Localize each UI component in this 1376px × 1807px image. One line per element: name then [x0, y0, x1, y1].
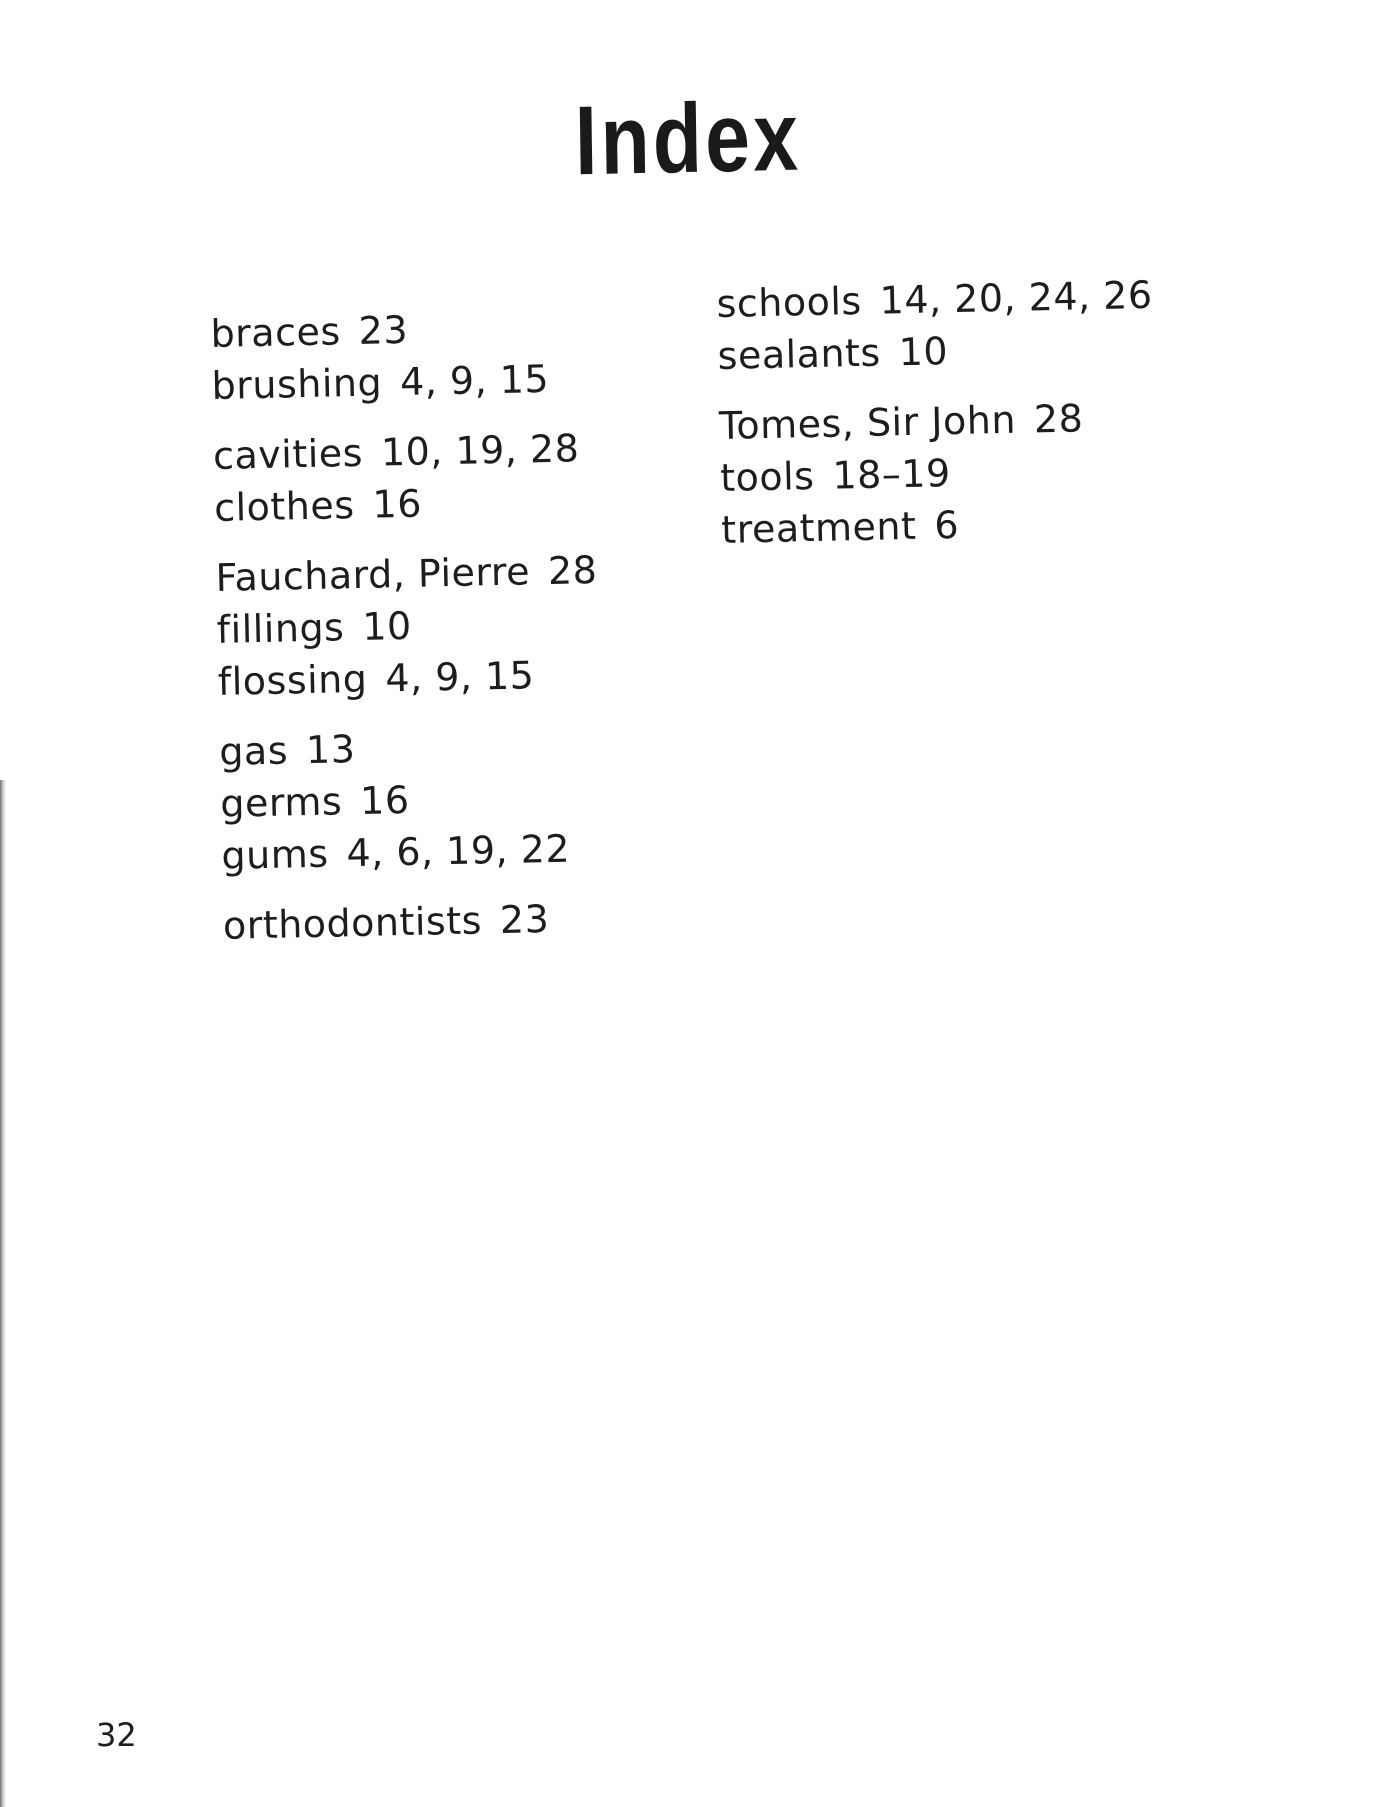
index-pages: 16: [359, 777, 410, 823]
index-entry: [721, 495, 1158, 556]
index-group-c: [213, 422, 597, 534]
index-group-g: [219, 718, 604, 882]
index-term: germs: [219, 779, 343, 826]
index-entry: [219, 718, 602, 778]
index-term: treatment: [720, 503, 917, 552]
index-pages: 6: [933, 502, 960, 548]
index-entry: [215, 544, 598, 604]
index-pages: 16: [372, 481, 423, 527]
index-term: braces: [210, 309, 342, 356]
index-group-s: [716, 269, 1154, 382]
index-term: schools: [716, 278, 863, 326]
index-entry: [220, 770, 603, 830]
page-edge-shadow: [0, 780, 6, 1807]
index-term: gums: [221, 831, 329, 878]
index-entry: [213, 422, 596, 482]
index-term: sealants: [717, 330, 882, 378]
index-group-o: [222, 892, 605, 952]
index-term: gas: [218, 728, 289, 774]
index-entry: [720, 443, 1157, 504]
index-column-left: [210, 300, 606, 970]
index-term: Fauchard, Pierre: [215, 549, 531, 600]
page-number: 32: [96, 1716, 137, 1754]
index-pages: 18–19: [831, 451, 952, 498]
index-entry: [717, 321, 1154, 382]
index-entry: [222, 892, 605, 952]
index-term: fillings: [216, 605, 345, 652]
index-entry: [216, 596, 599, 656]
index-pages: 13: [305, 727, 356, 773]
index-entry: [214, 474, 597, 534]
index-pages: 10: [898, 329, 949, 375]
index-entry: [211, 352, 594, 412]
index-term: brushing: [211, 360, 383, 408]
index-pages: 28: [1033, 396, 1084, 442]
index-pages: 23: [358, 307, 409, 353]
index-term: clothes: [213, 483, 355, 530]
index-pages: 4, 9, 15: [399, 356, 550, 405]
index-term: flossing: [217, 656, 368, 704]
index-entry: [716, 269, 1153, 330]
index-term: Tomes, Sir John: [718, 397, 1017, 448]
index-pages: 10: [361, 603, 413, 649]
index-pages: 14, 20, 24, 26: [879, 272, 1153, 323]
index-term: orthodontists: [222, 898, 483, 948]
page-title: Index: [574, 80, 802, 196]
index-entry: [719, 391, 1156, 452]
index-entry: [221, 822, 604, 882]
index-pages: 28: [547, 547, 598, 593]
index-column-right: [716, 269, 1158, 574]
index-group-f: [215, 544, 600, 708]
index-pages: 4, 6, 19, 22: [346, 826, 571, 876]
index-pages: 10, 19, 28: [380, 426, 580, 475]
index-entry: [210, 300, 593, 360]
index-group-t: [719, 391, 1158, 556]
index-pages: 23: [499, 897, 550, 943]
index-entry: [217, 648, 600, 708]
index-term: cavities: [212, 430, 364, 478]
index-term: tools: [719, 453, 815, 500]
index-pages: 4, 9, 15: [384, 653, 535, 701]
index-group-b: [210, 300, 594, 412]
